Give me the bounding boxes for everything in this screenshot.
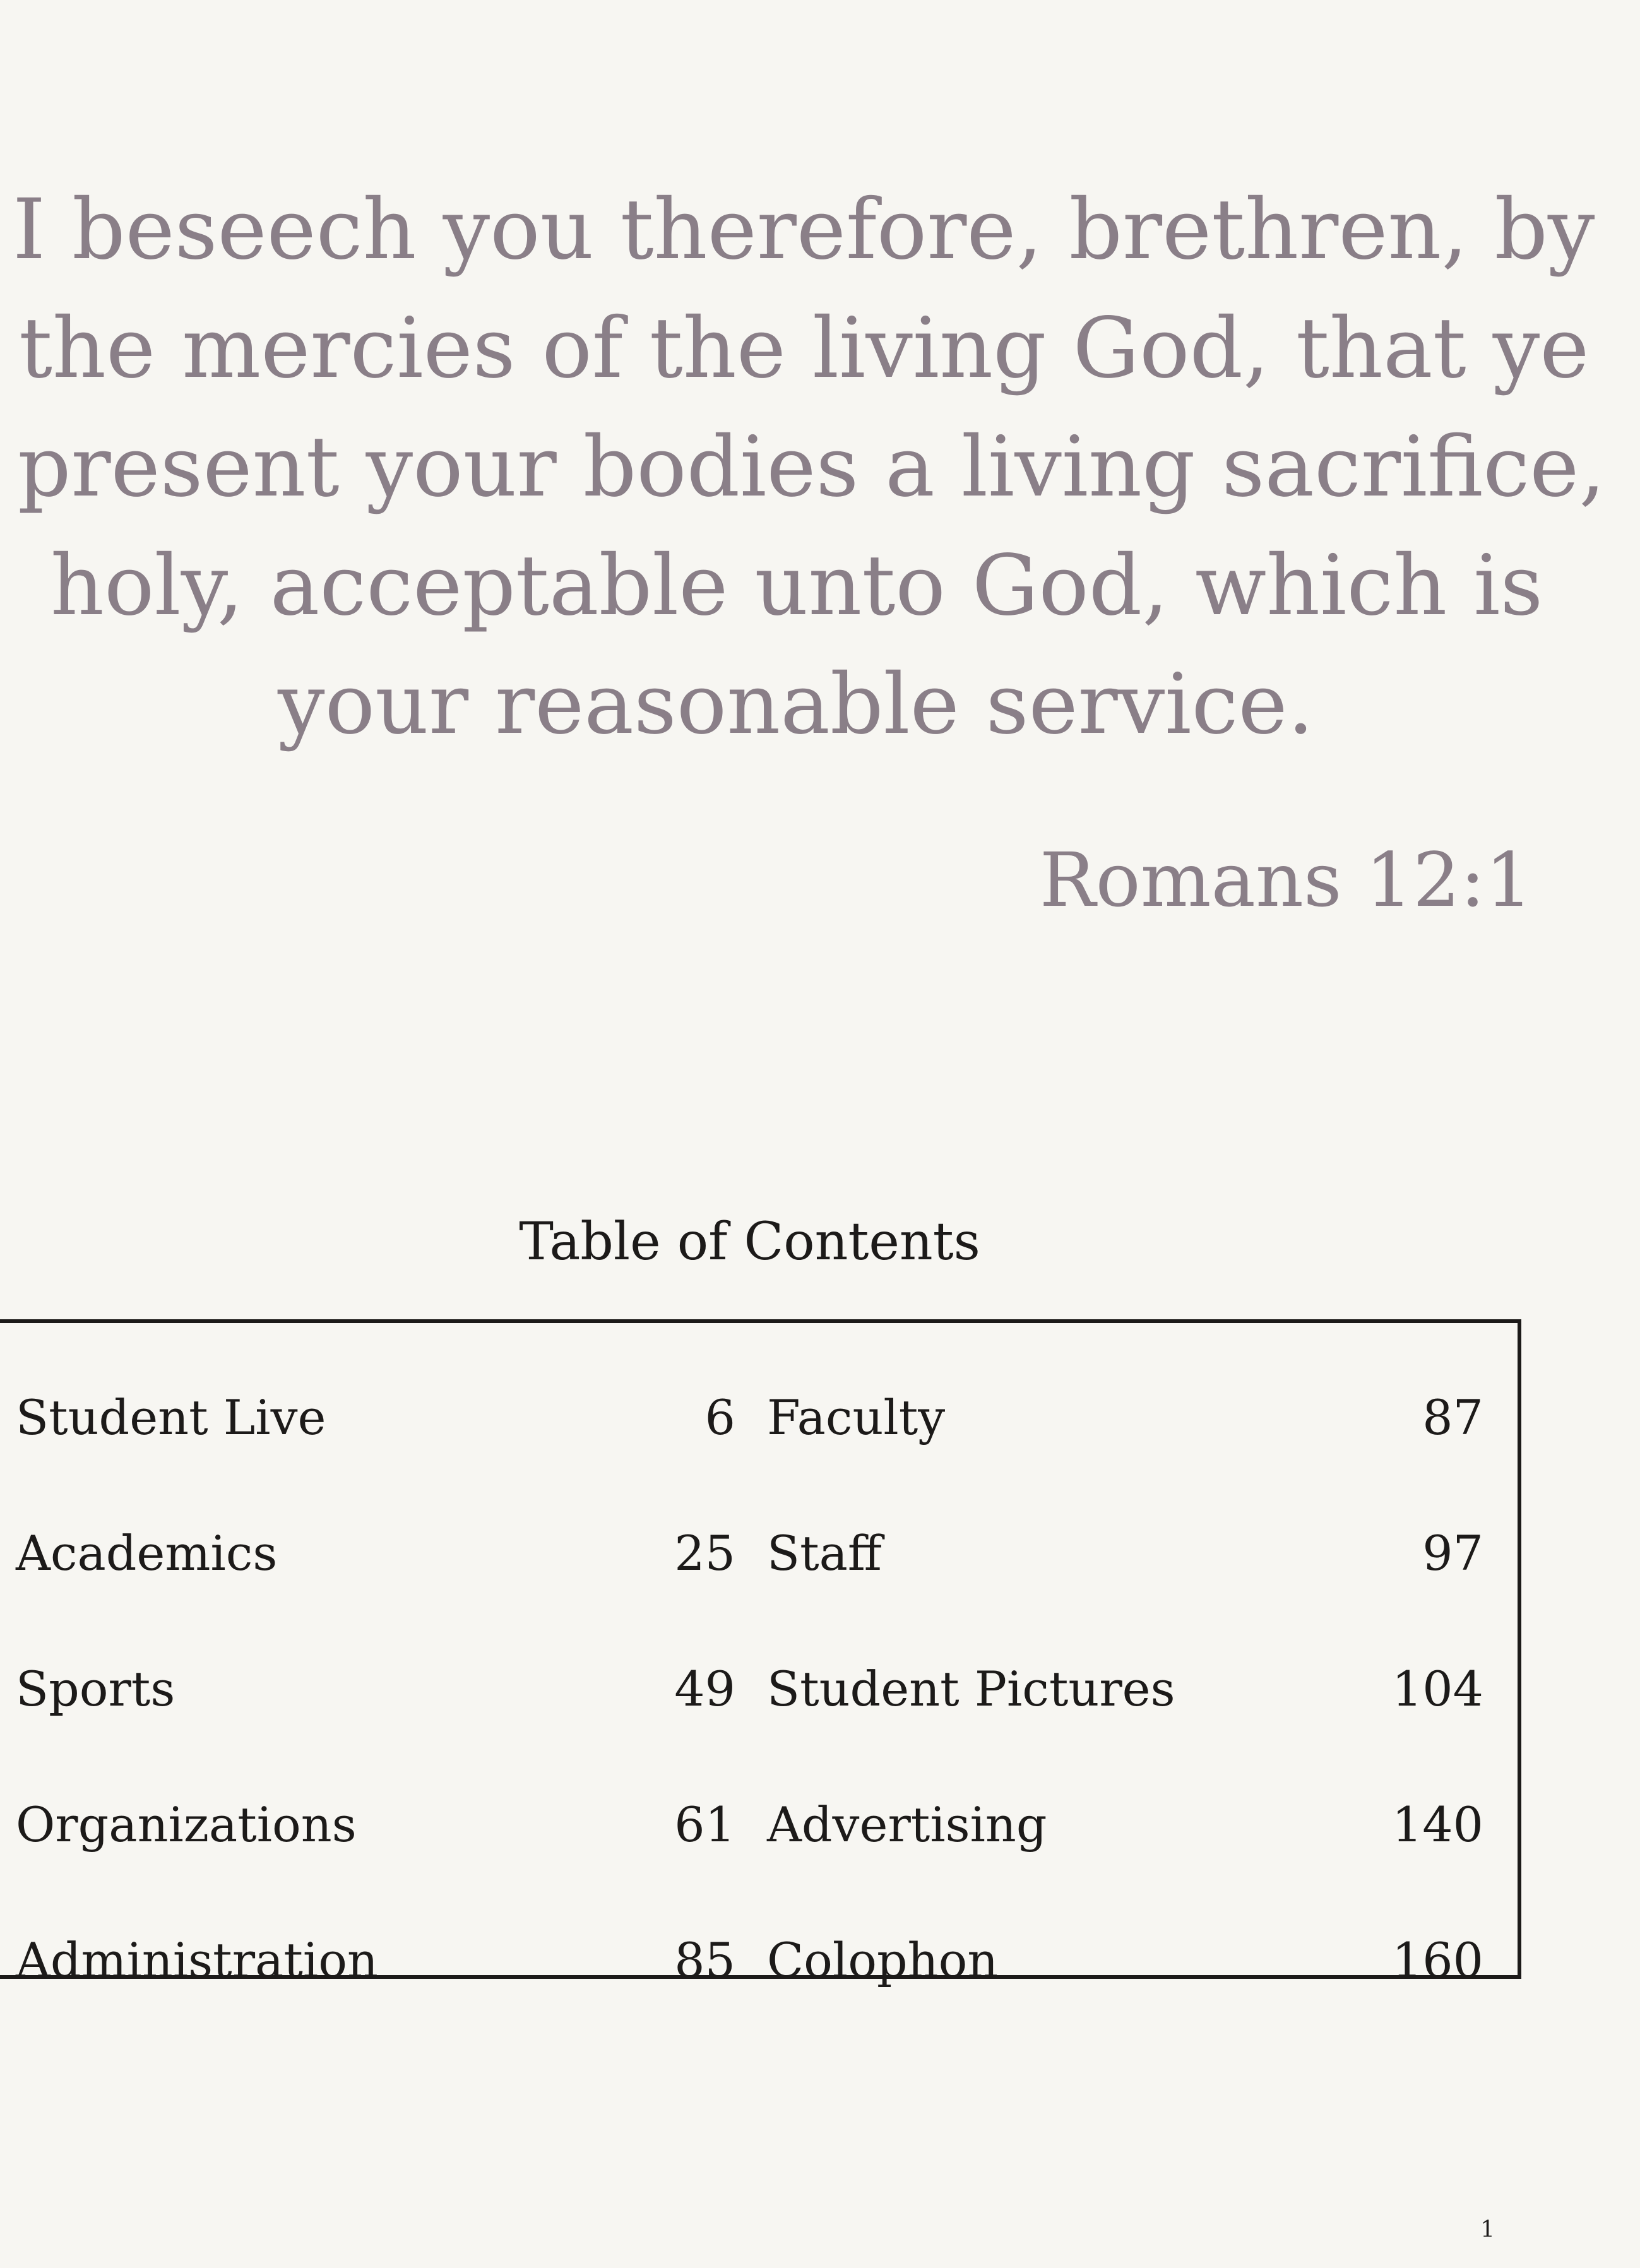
toc-entry-page: 140 bbox=[1391, 1796, 1483, 1853]
toc-entry-label: Colophon bbox=[767, 1932, 999, 1988]
toc-entry-label: Administration bbox=[16, 1932, 378, 1988]
toc-title: Table of Contents bbox=[519, 1212, 980, 1272]
toc-row bbox=[0, 1519, 1521, 1588]
toc-entry-label: Sports bbox=[16, 1661, 175, 1717]
quote-line: holy, acceptable unto God, which is bbox=[51, 537, 1543, 634]
toc-entry-label: Student Live bbox=[16, 1389, 326, 1446]
toc-row bbox=[0, 1654, 1521, 1724]
toc-entry-label: Advertising bbox=[767, 1796, 1047, 1853]
toc-entry-page: 25 bbox=[674, 1525, 735, 1581]
toc-entry-page: 160 bbox=[1391, 1932, 1483, 1988]
quote-line: your reasonable service. bbox=[278, 656, 1314, 753]
toc-entry-page: 61 bbox=[674, 1796, 735, 1853]
toc-row bbox=[0, 1926, 1521, 1995]
toc-entry-page: 85 bbox=[674, 1932, 735, 1988]
toc-entry-page: 87 bbox=[1422, 1389, 1483, 1446]
toc-entry-page: 6 bbox=[704, 1389, 735, 1446]
toc-entry-page: 97 bbox=[1422, 1525, 1483, 1581]
toc-row bbox=[0, 1790, 1521, 1860]
toc-entry-page: 104 bbox=[1391, 1661, 1483, 1717]
scripture-reference: Romans 12:1 bbox=[1039, 836, 1533, 923]
toc-entry-label: Organizations bbox=[16, 1796, 357, 1853]
scripture-quote bbox=[0, 170, 1640, 764]
quote-line: the mercies of the living God, that ye bbox=[19, 300, 1589, 397]
quote-line: I beseech you therefore, brethren, by bbox=[13, 181, 1595, 278]
quote-line: present your bodies a living sacrifice, bbox=[18, 419, 1606, 516]
toc-entry-page: 49 bbox=[674, 1661, 735, 1717]
toc-entry-label: Student Pictures bbox=[767, 1661, 1175, 1717]
toc-row bbox=[0, 1383, 1521, 1452]
toc-entry-label: Staff bbox=[767, 1525, 882, 1581]
toc-table bbox=[0, 1319, 1521, 1988]
toc-entry-label: Faculty bbox=[767, 1389, 946, 1446]
page-number: 1 bbox=[1480, 2217, 1495, 2243]
toc-entry-label: Academics bbox=[16, 1525, 278, 1581]
